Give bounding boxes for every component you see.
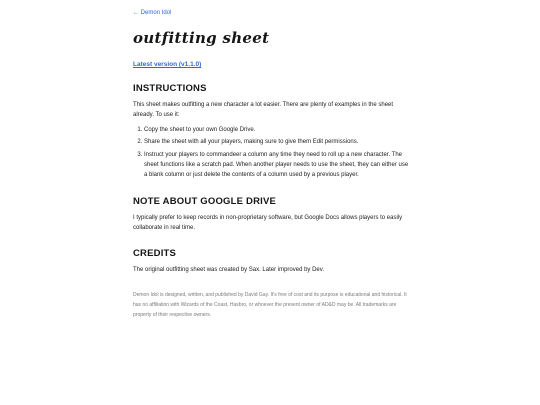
google-drive-heading: NOTE ABOUT GOOGLE DRIVE xyxy=(133,196,277,207)
footer-disclaimer: Demon Idol is designed, written, and published by David Gay. It's free of cost and its purpose is educational and historical. It has no affiliation with Wizards of the Coast, Hasbro, or whoever the present owner of AD&D may be. All trademarks are property of their respective owners. xyxy=(133,292,407,318)
instructions-steps-list xyxy=(133,125,413,180)
google-drive-section xyxy=(133,196,413,233)
instruction-step: 2. Share the sheet with all your players, making sure to give them Edit permissions. xyxy=(144,137,413,147)
latest-version-link[interactable]: Latest version (v1.1.0) xyxy=(133,61,202,68)
google-drive-text: I typically prefer to keep records in non-proprietary software, but Google Docs allows players to easily collaborate in real time. xyxy=(133,215,403,231)
credits-text: The original outfitting sheet was created by Sax. Later improved by Dev. xyxy=(133,267,324,273)
instruction-step: 3. Instruct your players to commandeer a column any time they need to roll up a new character. The sheet functions like a scratch pad. When another player needs to use the sheet, they can either use a blank column or just delete the contents of a column used by a previous player. xyxy=(144,150,413,180)
instructions-section xyxy=(133,83,413,182)
instruction-step: 1. Copy the sheet to your own Google Drive. xyxy=(144,125,413,135)
credits-heading: CREDITS xyxy=(133,248,177,259)
page-title: outfitting sheet xyxy=(133,29,270,47)
back-link[interactable]: ← Demon Idol xyxy=(133,10,172,16)
instructions-intro: This sheet makes outfitting a new character a lot easier. There are plenty of examples in the sheet already. To use it: xyxy=(133,102,394,118)
instructions-heading: INSTRUCTIONS xyxy=(133,83,207,94)
credits-section xyxy=(133,248,413,275)
